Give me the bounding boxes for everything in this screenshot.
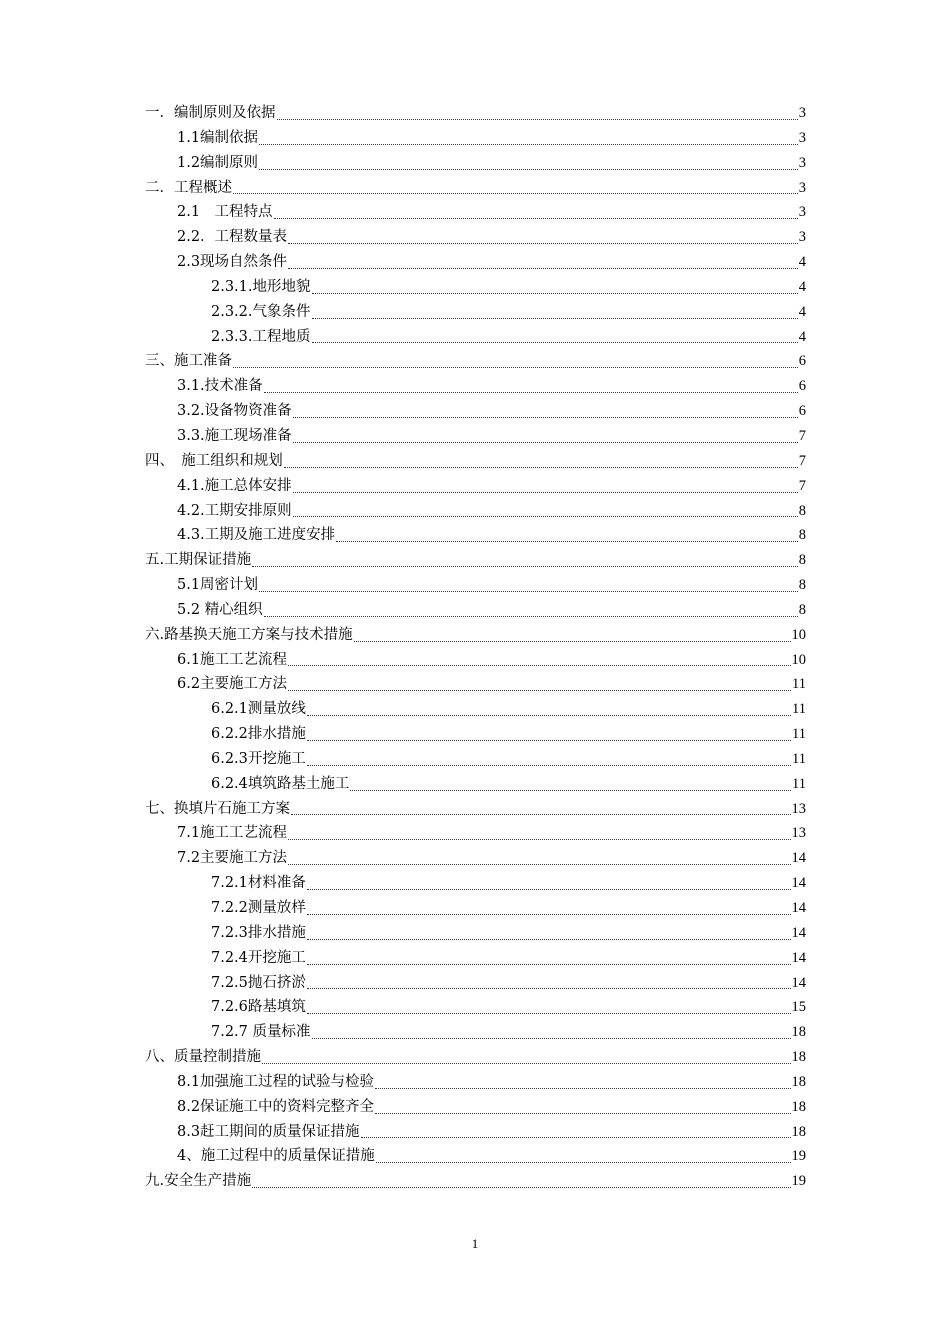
toc-entry[interactable] [145,971,806,996]
toc-entry[interactable] [145,995,806,1020]
toc-dot-leader [293,499,798,524]
toc-entry[interactable] [145,1095,806,1120]
toc-entry-title: 7.2.7 质量标准 [211,1024,311,1041]
toc-entry-page: 8 [798,527,806,544]
toc-entry[interactable] [145,871,806,896]
toc-entry[interactable] [145,1120,806,1145]
toc-entry[interactable] [145,598,806,623]
toc-dot-leader [288,648,790,673]
toc-entry-title: 7.2.3排水措施 [211,924,306,941]
toc-entry-page: 11 [792,676,806,693]
toc-entry[interactable] [145,250,806,275]
toc-dot-leader [312,300,798,325]
toc-entry-page: 19 [791,1148,806,1165]
toc-entry[interactable] [145,573,806,598]
toc-dot-leader [259,573,798,598]
toc-entry-page: 11 [792,701,806,718]
toc-entry-page: 8 [798,577,806,594]
toc-entry-page: 3 [798,229,806,246]
toc-entry[interactable] [145,921,806,946]
toc-entry[interactable] [145,896,806,921]
toc-entry-title: 2.2．工程数量表 [177,229,288,246]
table-of-contents [145,101,806,1194]
toc-entry[interactable] [145,300,806,325]
toc-entry[interactable] [145,275,806,300]
toc-entry[interactable] [145,722,806,747]
toc-entry-page: 3 [798,129,806,146]
toc-entry-page: 10 [791,651,806,668]
toc-entry[interactable] [145,672,806,697]
toc-entry-title: 8.1加强施工过程的试验与检验 [177,1073,375,1090]
toc-dot-leader [307,722,791,747]
toc-entry[interactable] [145,523,806,548]
toc-entry-page: 4 [798,278,806,295]
toc-entry[interactable] [145,548,806,573]
toc-entry-title: 7.2.1材料准备 [211,875,306,892]
toc-entry-title: 3.2.设备物资准备 [177,403,292,420]
toc-entry[interactable] [145,1045,806,1070]
toc-entry-page: 14 [791,850,806,867]
toc-entry-title: 4.2.工期安排原则 [177,502,292,519]
toc-entry-title: 7.1施工工艺流程 [177,825,288,842]
toc-entry[interactable] [145,151,806,176]
toc-dot-leader [312,275,798,300]
toc-entry-title: 7.2主要施工方法 [177,850,288,867]
toc-entry-page: 6 [798,403,806,420]
toc-entry[interactable] [145,474,806,499]
toc-entry[interactable] [145,1020,806,1045]
toc-dot-leader [252,548,798,573]
toc-dot-leader [307,971,791,996]
toc-entry-title: 4.1.施工总体安排 [177,477,292,494]
toc-dot-leader [274,200,798,225]
toc-entry-page: 11 [792,726,806,743]
toc-dot-leader [288,225,798,250]
toc-dot-leader [262,1045,791,1070]
toc-entry-page: 6 [798,378,806,395]
toc-entry-page: 8 [798,552,806,569]
toc-entry-page: 8 [798,502,806,519]
toc-entry-page: 7 [798,427,806,444]
toc-entry-title: 六.路基换天施工方案与技术措施 [145,626,353,643]
toc-entry-page: 11 [792,775,806,792]
toc-dot-leader [284,449,798,474]
toc-entry-page: 18 [791,1073,806,1090]
toc-dot-leader [259,151,798,176]
toc-entry-page: 4 [798,328,806,345]
toc-entry-page: 14 [791,875,806,892]
toc-entry-page: 18 [791,1024,806,1041]
toc-dot-leader [233,176,798,201]
toc-dot-leader [293,424,798,449]
toc-entry-title: 五.工期保证措施 [145,552,252,569]
toc-entry-title: 8.2保证施工中的资料完整齐全 [177,1098,375,1115]
toc-dot-leader [307,921,791,946]
toc-entry[interactable] [145,399,806,424]
toc-entry-title: 6.2主要施工方法 [177,676,288,693]
toc-dot-leader [312,1020,791,1045]
toc-entry-title: 5.2 精心组织 [177,601,263,618]
toc-entry[interactable] [145,449,806,474]
toc-entry-page: 4 [798,303,806,320]
toc-entry[interactable] [145,200,806,225]
toc-entry[interactable] [145,1070,806,1095]
toc-entry-title: 3.1.技术准备 [177,378,263,395]
toc-entry-title: 8.3赶工期间的质量保证措施 [177,1123,360,1140]
toc-entry-title: 九.安全生产措施 [145,1173,252,1190]
toc-entry-page: 3 [798,154,806,171]
toc-dot-leader [288,672,791,697]
toc-entry-page: 6 [798,353,806,370]
toc-entry[interactable] [145,1144,806,1169]
toc-entry-title: 6.2.2排水措施 [211,726,306,743]
toc-entry[interactable] [145,126,806,151]
toc-entry-title: 7.2.5抛石挤淤 [211,974,306,991]
toc-dot-leader [264,374,798,399]
toc-dot-leader [291,797,791,822]
toc-entry-title: 2.3.3.工程地质 [211,328,311,345]
toc-entry[interactable] [145,499,806,524]
toc-entry[interactable] [145,374,806,399]
toc-entry-title: 5.1周密计划 [177,577,259,594]
toc-entry-title: 八、质量控制措施 [145,1049,261,1066]
toc-entry-page: 3 [798,204,806,221]
toc-entry-page: 7 [798,452,806,469]
toc-entry[interactable] [145,648,806,673]
toc-entry-title: 6.1施工工艺流程 [177,651,288,668]
toc-entry-title: 二．工程概述 [145,179,232,196]
toc-dot-leader [336,523,798,548]
toc-entry-title: 7.2.4开挖施工 [211,949,306,966]
toc-dot-leader [293,474,798,499]
toc-entry-title: 2.3.2.气象条件 [211,303,311,320]
toc-entry[interactable] [145,349,806,374]
toc-entry-title: 6.2.1测量放线 [211,701,306,718]
toc-dot-leader [293,399,798,424]
toc-entry-page: 18 [791,1049,806,1066]
toc-entry-page: 18 [791,1098,806,1115]
toc-entry-page: 14 [791,924,806,941]
toc-dot-leader [288,821,790,846]
toc-entry-title: 1.1编制依据 [177,129,259,146]
toc-entry-title: 1.2编制原则 [177,154,259,171]
toc-entry[interactable] [145,176,806,201]
toc-entry-page: 3 [798,105,806,121]
toc-entry-page: 7 [798,477,806,494]
toc-entry-title: 4、施工过程中的质量保证措施 [177,1148,375,1165]
toc-dot-leader [354,623,791,648]
toc-dot-leader [259,126,798,151]
toc-dot-leader [307,697,791,722]
toc-entry-page: 14 [791,900,806,916]
toc-entry-title: 6.2.4填筑路基土施工 [211,775,350,792]
toc-entry[interactable] [145,846,806,871]
toc-entry[interactable] [145,101,806,126]
toc-entry[interactable] [145,747,806,772]
toc-dot-leader [375,1070,790,1095]
toc-entry[interactable] [145,424,806,449]
toc-entry[interactable] [145,772,806,797]
toc-entry-page: 15 [791,999,806,1016]
toc-dot-leader [252,1169,790,1194]
toc-entry-title: 2.3现场自然条件 [177,254,288,271]
toc-entry[interactable] [145,821,806,846]
toc-entry-title: 2.1 工程特点 [177,204,273,221]
toc-entry-title: 4.3.工期及施工进度安排 [177,527,336,544]
toc-entry-title: 3.3.施工现场准备 [177,427,292,444]
toc-entry-page: 18 [791,1123,806,1140]
toc-entry-page: 14 [791,974,806,991]
toc-entry[interactable] [145,623,806,648]
toc-entry[interactable] [145,325,806,350]
toc-entry-title: 一．编制原则及依据 [145,105,276,121]
toc-dot-leader [307,896,791,921]
toc-entry-page: 4 [798,254,806,271]
toc-entry-title: 6.2.3开挖施工 [211,750,306,767]
toc-entry-title: 7.2.2测量放样 [211,900,306,916]
toc-dot-leader [350,772,791,797]
toc-entry[interactable] [145,797,806,822]
toc-entry[interactable] [145,946,806,971]
toc-dot-leader [233,349,798,374]
toc-entry-page: 10 [791,626,806,643]
toc-entry[interactable] [145,225,806,250]
toc-entry[interactable] [145,1169,806,1194]
toc-dot-leader [361,1120,791,1145]
toc-dot-leader [277,101,798,126]
toc-dot-leader [264,598,798,623]
toc-entry-title: 三、施工准备 [145,353,232,370]
toc-entry[interactable] [145,697,806,722]
toc-dot-leader [376,1144,791,1169]
toc-dot-leader [288,250,798,275]
toc-entry-page: 14 [791,949,806,966]
toc-entry-title: 七、换填片石施工方案 [145,800,290,817]
page-number: 1 [471,1236,479,1251]
toc-entry-page: 13 [791,800,806,817]
toc-entry-page: 13 [791,825,806,842]
toc-dot-leader [307,747,791,772]
toc-entry-page: 8 [798,601,806,618]
toc-entry-page: 3 [798,179,806,196]
toc-entry-title: 7.2.6路基填筑 [211,999,306,1016]
toc-dot-leader [288,846,790,871]
toc-dot-leader [307,946,791,971]
toc-dot-leader [312,325,798,350]
toc-dot-leader [375,1095,790,1120]
toc-dot-leader [307,871,791,896]
toc-dot-leader [307,995,791,1020]
toc-entry-title: 四、 施工组织和规划 [145,452,283,469]
toc-entry-page: 19 [791,1173,806,1190]
toc-entry-page: 11 [792,750,806,767]
toc-entry-title: 2.3.1.地形地貌 [211,278,311,295]
